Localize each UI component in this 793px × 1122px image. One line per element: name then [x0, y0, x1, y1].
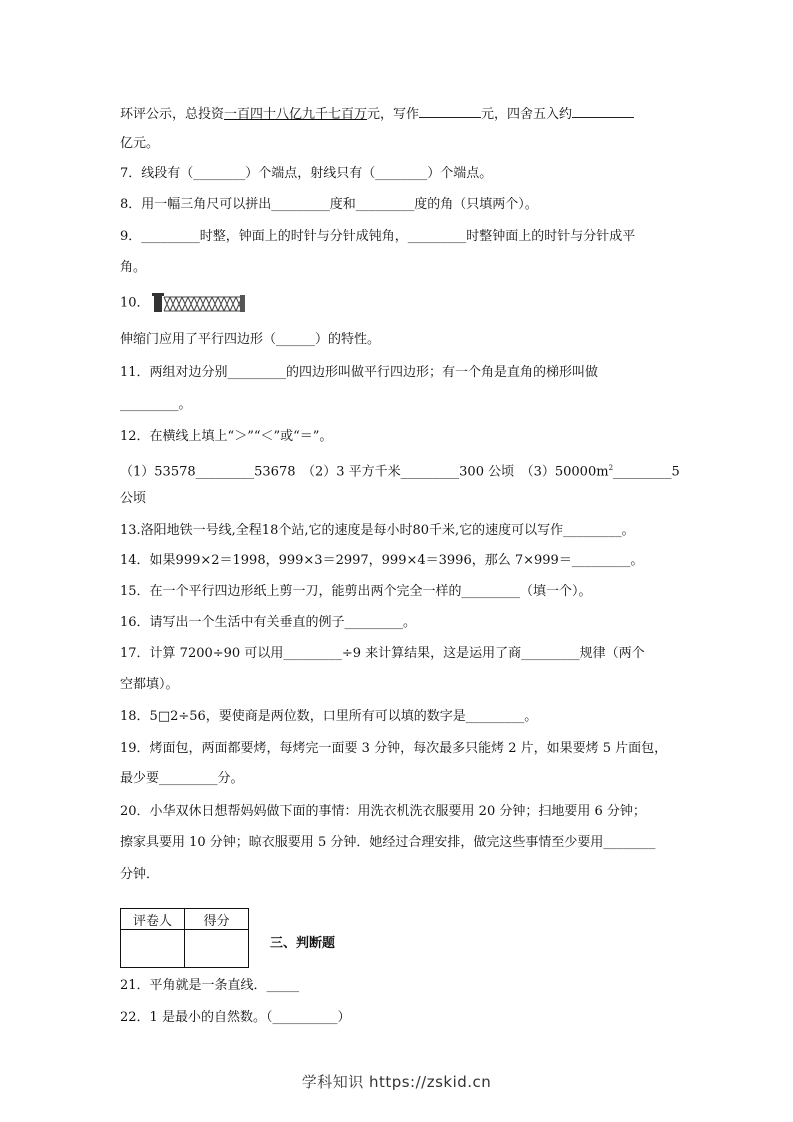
question-22: 22．1 是最小的自然数。（__________） — [120, 1010, 351, 1025]
score-cell[interactable] — [185, 930, 249, 968]
question-17-line1: 17．计算 7200÷90 可以用_________÷9 来计算结果，这是运用了商_________规律（两个 — [120, 646, 645, 661]
q12-tail: _________5 — [613, 464, 680, 480]
q6-underlined-amount: 一百四十八亿九千七百万 — [224, 107, 368, 122]
question-16: 16．请写出一个生活中有关垂直的例子_________。 — [120, 615, 417, 630]
question-14: 14．如果999×2＝1998，999×3＝2997，999×4＝3996，那么 7×999＝_________。 — [120, 553, 644, 568]
question-19-line1: 19．烤面包，两面都要烤，每烤完一面要 3 分钟，每次最多只能烤 2 片，如果要烤 5 片面包， — [120, 741, 668, 756]
question-8: 8．用一幅三角尺可以拼出_________度和_________度的角（只填两个）。 — [120, 197, 538, 212]
q12-parts-text: （1）53578_________53678 （2）3 平方千米_________300 公顷 （3）50000m — [120, 464, 609, 480]
question-12: 12．在横线上填上“＞”“＜”或“＝”。 — [120, 429, 333, 444]
q6-line1 — [120, 104, 634, 124]
q6-text-b: 元，写作 — [367, 107, 420, 122]
question-11-line1: 11．两组对边分别_________的四边形叫做平行四边形；有一个角是直角的梯形叫做 — [120, 365, 599, 380]
grader-header: 评卷人 — [121, 909, 185, 930]
q6-text-c: 元，四舍五入约 — [481, 107, 573, 122]
q6-text-a: 环评公示，总投资 — [120, 107, 225, 122]
question-20-line1: 20．小华双休日想帮妈妈做下面的事情：用洗衣机洗衣服要用 20 分钟；扫地要用 6 分钟； — [120, 804, 646, 819]
q6-blank-2[interactable] — [572, 104, 634, 118]
q6-blank-1[interactable] — [419, 104, 481, 118]
question-13: 13.洛阳地铁一号线,全程18个站,它的速度是每小时80千米,它的速度可以写作_________。 — [120, 523, 635, 538]
question-12-parts — [120, 459, 680, 481]
question-12-unit: 公顷 — [120, 491, 147, 506]
q12-superscript: 2 — [608, 464, 614, 472]
question-15: 15．在一个平行四边形纸上剪一刀，能剪出两个完全一样的_________（填一个）。 — [120, 584, 592, 599]
question-19-line2: 最少要_________分。 — [120, 771, 244, 786]
question-20-line2: 擦家具要用 10 分钟；晾衣服要用 5 分钟．她经过合理安排，做完这些事情至少要用________ — [120, 835, 656, 850]
footer-watermark: 学科知识 https://zskid.cn — [301, 1073, 492, 1091]
q10-number: 10． — [120, 295, 150, 311]
grader-score-table — [120, 908, 249, 968]
question-18: 18．5□2÷56，要使商是两位数，口里所有可以填的数字是_________。 — [120, 709, 538, 724]
section-title: 三、判断题 — [270, 936, 336, 951]
grader-cell[interactable] — [121, 930, 185, 968]
retractable-gate-image — [152, 292, 246, 314]
question-9-line2: 角。 — [120, 260, 147, 275]
score-header: 得分 — [185, 909, 249, 930]
question-21: 21．平角就是一条直线．_____ — [120, 978, 300, 993]
question-17-line2: 空都填）。 — [120, 677, 179, 692]
q6-line2: 亿元。 — [120, 136, 160, 151]
question-10-text: 伸缩门应用了平行四边形（______）的特性。 — [120, 332, 381, 347]
question-11-line2: _________。 — [120, 397, 192, 412]
question-9-line1: 9．_________时整，钟面上的时针与分针成钝角，_________时整钟面上的时针与分针成平 — [120, 229, 636, 244]
question-10 — [120, 292, 246, 314]
question-7: 7．线段有（________）个端点，射线只有（________）个端点。 — [120, 166, 493, 181]
question-20-line3: 分钟． — [120, 867, 160, 882]
